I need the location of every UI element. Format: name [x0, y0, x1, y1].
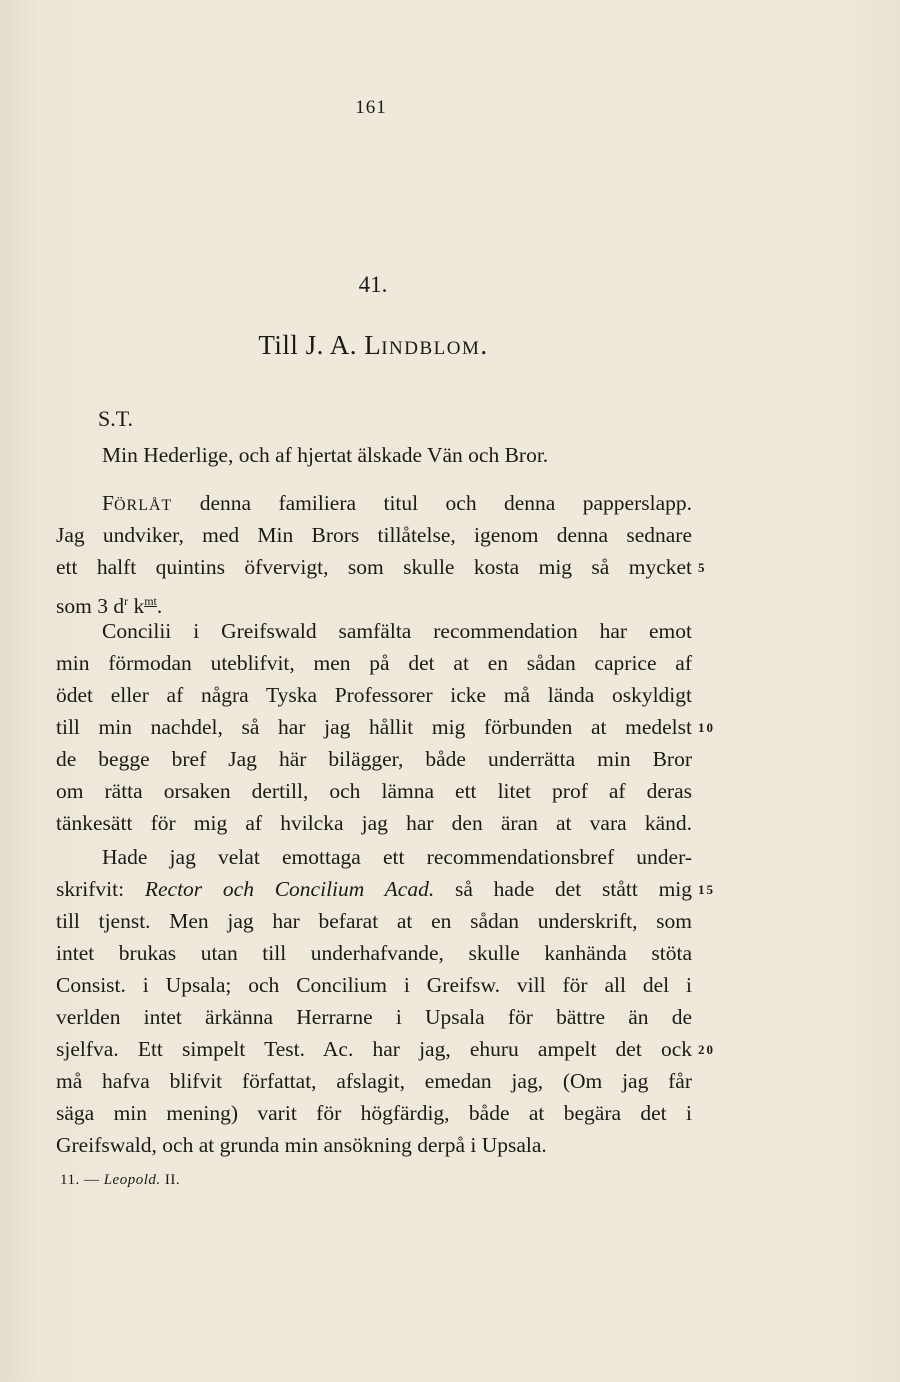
- opening-line: [102, 488, 692, 521]
- opening-caps: ÖRLÅT: [113, 497, 173, 514]
- superscript: mt: [144, 594, 157, 608]
- line-number: 15: [698, 882, 715, 897]
- text-fragment: k: [133, 594, 145, 618]
- text-line: verlden intet ärkänna Herrarne i Upsala för bättre än de: [56, 1005, 692, 1029]
- text-line: de begge bref Jag här bilägger, både underrätta min Bror: [56, 747, 692, 771]
- text-line: må hafva blifvit författat, afslagit, emedan jag, (Om jag får: [56, 1069, 692, 1093]
- text-line: om rätta orsaken dertill, och lämna ett litet prof af deras: [56, 779, 692, 803]
- opening-initial: F: [102, 491, 114, 515]
- text-line: Consist. i Upsala; och Concilium i Greifsw. vill för all del i: [56, 973, 692, 997]
- superscript: r: [124, 594, 129, 608]
- text-fragment: skrifvit:: [56, 877, 125, 901]
- title-name-initial: L: [364, 330, 382, 360]
- text-line: [56, 874, 692, 904]
- text-line: sjelfva. Ett simpelt Test. Ac. har jag, ehuru ampelt det ock: [56, 1037, 692, 1061]
- salutation: S.T.: [98, 406, 134, 431]
- signature-mark: [60, 1172, 180, 1189]
- text-line: till tjenst. Men jag har befarat at en sådan underskrift, som: [56, 909, 692, 933]
- text-line: min förmodan uteblifvit, men på det at en sådan caprice af: [56, 651, 692, 675]
- text-line: Concilii i Greifswald samfälta recommendation har emot: [102, 619, 692, 643]
- signature-volume: II.: [164, 1172, 181, 1188]
- title-name-rest: INDBLOM: [381, 338, 481, 359]
- line-number: 20: [698, 1042, 715, 1057]
- signature-title: Leopold.: [103, 1172, 161, 1188]
- title-prefix: Till J. A.: [258, 330, 365, 360]
- text-fragment: .: [156, 594, 163, 618]
- opening-text: denna familiera titul och denna papperslapp.: [172, 491, 692, 515]
- greeting: Min Hederlige, och af hjertat älskade Vän och Bror.: [102, 443, 549, 467]
- text-fragment: så hade det stått mig: [454, 877, 693, 901]
- italic-phrase: Rector och Concilium Acad.: [144, 877, 435, 901]
- text-line: ödet eller af några Tyska Professorer icke må lända oskyldigt: [56, 683, 692, 707]
- text-fragment: som 3 d: [56, 594, 125, 618]
- signature-sheet: 11.: [60, 1172, 80, 1188]
- text-line: säga min mening) varit för högfärdig, både at begära det i: [56, 1101, 692, 1125]
- letter-title: [0, 330, 746, 361]
- line-number: 5: [698, 560, 707, 575]
- text-line: till min nachdel, så har jag hållit mig förbunden at medelst: [56, 715, 692, 739]
- text-line: Greifswald, och at grunda min ansökning derpå i Upsala.: [56, 1133, 547, 1157]
- letter-number: 41.: [358, 272, 388, 297]
- text-line: ett halft quintins öfvervigt, som skulle kosta mig så mycket: [56, 555, 692, 579]
- line-number: 10: [698, 720, 715, 735]
- text-line: Jag undviker, med Min Brors tillåtelse, igenom denna sednare: [56, 523, 692, 547]
- title-suffix: .: [480, 330, 488, 360]
- text-line: tänkesätt för mig af hvilcka jag har den äran at vara känd.: [56, 811, 692, 835]
- signature-dash: —: [83, 1172, 100, 1188]
- text-line: intet brukas utan till underhafvande, skulle kanhända stöta: [56, 941, 692, 965]
- text-line: Hade jag velat emottaga ett recommendationsbref under-: [102, 845, 692, 869]
- page-number: 161: [355, 97, 387, 118]
